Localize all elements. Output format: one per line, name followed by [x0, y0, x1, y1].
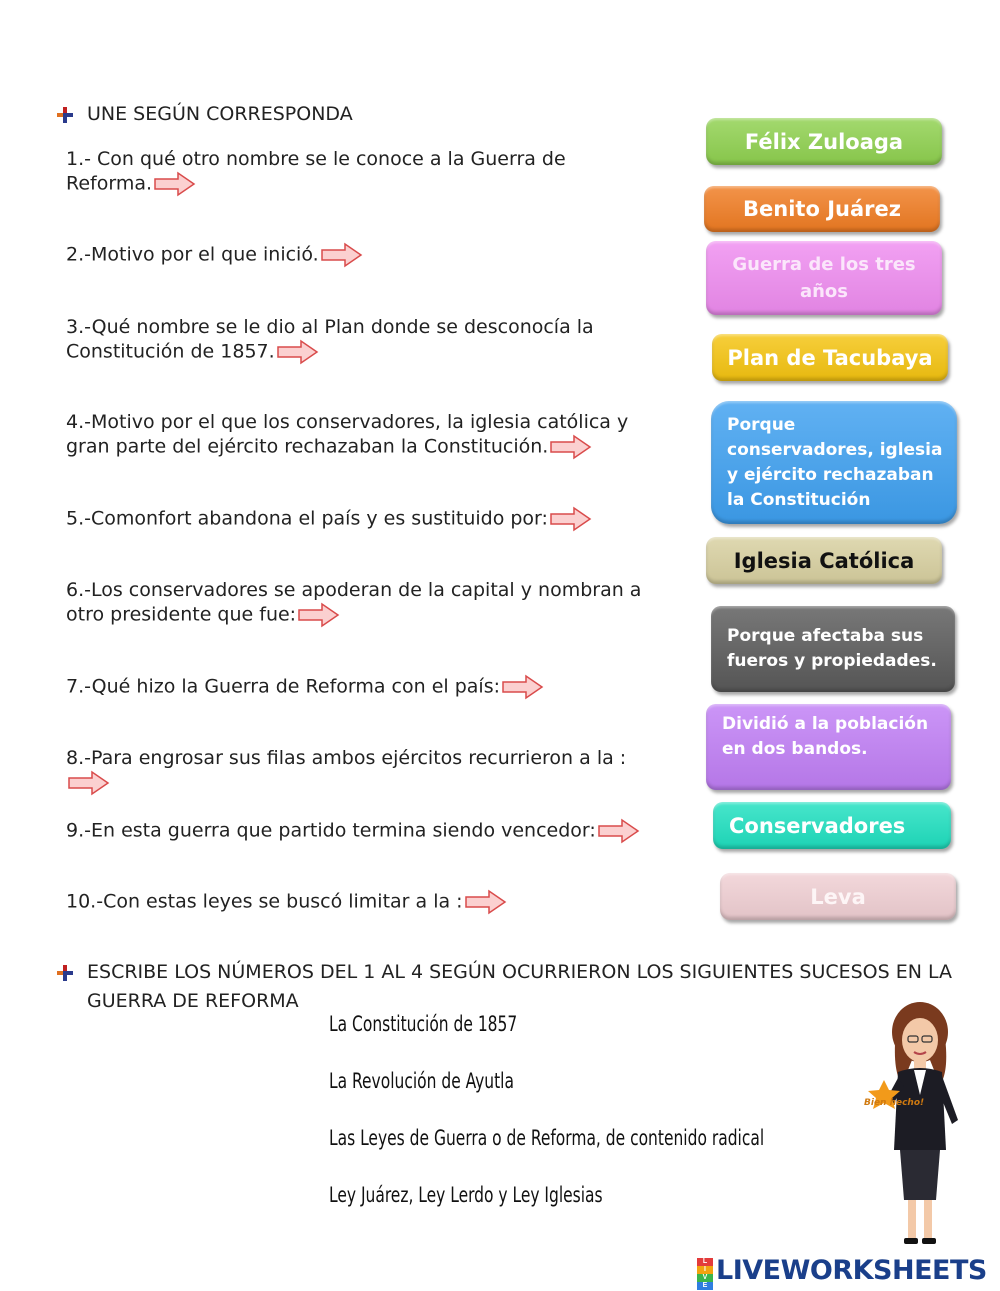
liveworksheets-logo: [697, 1254, 987, 1289]
event-item: La Revolución de Ayutla: [329, 1069, 514, 1093]
option-dividio-poblacion[interactable]: Dividió a la población en dos bandos.: [706, 704, 951, 790]
bullet-icon: [56, 106, 74, 124]
question-1: 1.- Con qué otro nombre se le conoce a la Guerra de Reforma.: [66, 147, 666, 197]
arrow-icon[interactable]: [298, 602, 340, 628]
section-title-order: ESCRIBE LOS NÚMEROS DEL 1 AL 4 SEGÚN OCURRIERON LOS SIGUIENTES SUCESOS EN LA GUERRA DE REFORMA: [87, 961, 953, 1012]
arrow-icon[interactable]: [68, 770, 110, 796]
event-item: Las Leyes de Guerra o de Reforma, de contenido radical: [329, 1126, 765, 1150]
option-plan-tacubaya[interactable]: Plan de Tacubaya: [712, 334, 948, 381]
logo-mark-icon: L I V E: [697, 1258, 713, 1282]
option-conservadores[interactable]: Conservadores: [713, 802, 951, 849]
arrow-icon[interactable]: [598, 818, 640, 844]
arrow-icon[interactable]: [321, 242, 363, 268]
arrow-icon[interactable]: [550, 506, 592, 532]
question-2: 2.-Motivo por el que inició.: [66, 242, 666, 268]
question-6: 6.-Los conservadores se apoderan de la capital y nombran a otro presidente que fue:: [66, 578, 666, 628]
option-leva[interactable]: Leva: [720, 873, 956, 920]
teacher-character-illustration: [862, 1000, 982, 1250]
arrow-icon[interactable]: [277, 339, 319, 365]
option-benito-juarez[interactable]: Benito Juárez: [704, 186, 940, 232]
section-title-match: UNE SEGÚN CORRESPONDA: [87, 103, 353, 125]
question-8: 8.-Para engrosar sus filas ambos ejércitos recurrieron a la :: [66, 746, 666, 796]
arrow-icon[interactable]: [502, 674, 544, 700]
event-item: La Constitución de 1857: [329, 1012, 518, 1036]
option-iglesia-catolica[interactable]: Iglesia Católica: [706, 537, 942, 584]
question-4: 4.-Motivo por el que los conservadores, la iglesia católica y gran parte del ejército rechazaban la Constitución.: [66, 410, 666, 460]
option-felix-zuloaga[interactable]: Félix Zuloaga: [706, 118, 942, 165]
option-guerra-tres-anos[interactable]: Guerra de los tres años: [706, 241, 942, 315]
arrow-icon[interactable]: [550, 434, 592, 460]
question-5: 5.-Comonfort abandona el país y es sustituido por:: [66, 506, 666, 532]
question-10: 10.-Con estas leyes se buscó limitar a la :: [66, 889, 666, 915]
character-badge-text: Bien hecho!: [864, 1098, 925, 1108]
question-9: 9.-En esta guerra que partido termina siendo vencedor:: [66, 818, 666, 844]
arrow-icon[interactable]: [154, 171, 196, 197]
option-afectaba-fueros[interactable]: Porque afectaba sus fueros y propiedades.: [711, 606, 955, 692]
arrow-icon[interactable]: [465, 889, 507, 915]
event-item: Ley Juárez, Ley Lerdo y Ley Iglesias: [329, 1183, 603, 1207]
question-3: 3.-Qué nombre se le dio al Plan donde se desconocía la Constitución de 1857.: [66, 315, 666, 365]
question-7: 7.-Qué hizo la Guerra de Reforma con el país:: [66, 674, 666, 700]
bullet-icon: [56, 964, 74, 982]
option-porque-conservadores[interactable]: Porque conservadores, iglesia y ejército rechazaban la Constitución: [711, 401, 957, 524]
logo-text: LIVEWORKSHEETS: [716, 1254, 987, 1286]
